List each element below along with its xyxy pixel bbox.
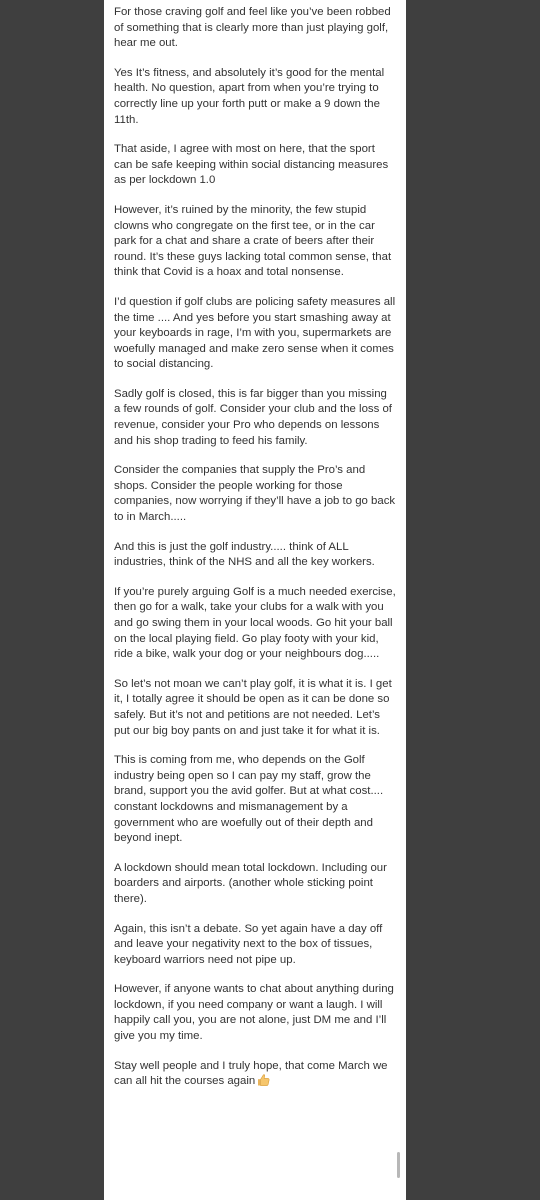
post-paragraph-4: However, it’s ruined by the minority, the few stupid clowns who congregate on the first tee, or in the car park for a chat and share a crate of beers after their round. It’s these guys lacking total common sense, that think that Covid is a hoax and total nonsense. <box>114 203 392 279</box>
scrollbar-thumb[interactable] <box>397 1152 400 1178</box>
post-paragraph-15-text: Stay well people and I truly hope, that come March we can all hit the courses again <box>114 1059 388 1088</box>
post-paragraph-12: A lockdown should mean total lockdown. Including our boarders and airports. (another whole sticking point there). <box>114 861 387 905</box>
post-paragraph-6: Sadly golf is closed, this is far bigger than you missing a few rounds of golf. Consider your club and the loss of revenue, consider your Pro who depends on lessons and his shop trading to feed his family. <box>114 387 392 447</box>
post-paragraph-5: I’d question if golf clubs are policing safety measures all the time .... And yes before you start smashing away at your keyboards in rage, I’m with you, supermarkets are woefully managed and make zero sense when it comes to social distancing. <box>114 295 396 371</box>
post-paragraph-14: However, if anyone wants to chat about anything during lockdown, if you need company or want a laugh. I will happily call you, you are not alone, just DM me and I’ll give you my time. <box>114 983 394 1043</box>
post-paragraph-11: This is coming from me, who depends on the Golf industry being open so I can pay my staff, grow the brand, support you the avid golfer. But at what cost.... constant lockdowns and mismanagement by a government who are woefully out of their depth and beyond inept. <box>114 754 384 845</box>
post-body[interactable] <box>104 0 406 1200</box>
post-paragraph-3: That aside, I agree with most on here, that the sport can be safe keeping within social distancing measures as per lockdown 1.0 <box>114 143 389 187</box>
post-paragraph-10: So let’s not moan we can’t play golf, it is what it is. I get it, I totally agree it should be open as it can be done so safely. But it’s not and petitions are not needed. Let’s put our big boy pants on and just take it for what it is. <box>114 677 392 737</box>
post-paragraph-1: For those craving golf and feel like you’ve been robbed of something that is clearly more than just playing golf, hear me out. <box>114 6 391 50</box>
post-paragraph-13: Again, this isn’t a debate. So yet again have a day off and leave your negativity next to the box of tissues, keyboard warriors need not pipe up. <box>114 922 383 966</box>
post-paragraph-9: If you’re purely arguing Golf is a much needed exercise, then go for a walk, take your clubs for a walk with you and go swing them in your local woods. Go hit your ball on the local playing field. Go play footy with your kid, ride a bike, walk your dog or your neighbours dog..... <box>114 585 396 661</box>
post-paragraph-8: And this is just the golf industry..... think of ALL industries, think of the NHS and all the key workers. <box>114 540 375 569</box>
thumbs-up-icon <box>257 1074 270 1086</box>
post-paragraph-7: Consider the companies that supply the Pro’s and shops. Consider the people working for those companies, now worrying if they’ll have a job to go back to in March..... <box>114 464 396 524</box>
post-paragraph-2: Yes It’s fitness, and absolutely it’s good for the mental health. No question, apart from when you’re trying to correctly line up your forth putt or make a 9 down the 11th. <box>114 66 385 126</box>
post-paragraph-15 <box>114 1059 396 1090</box>
